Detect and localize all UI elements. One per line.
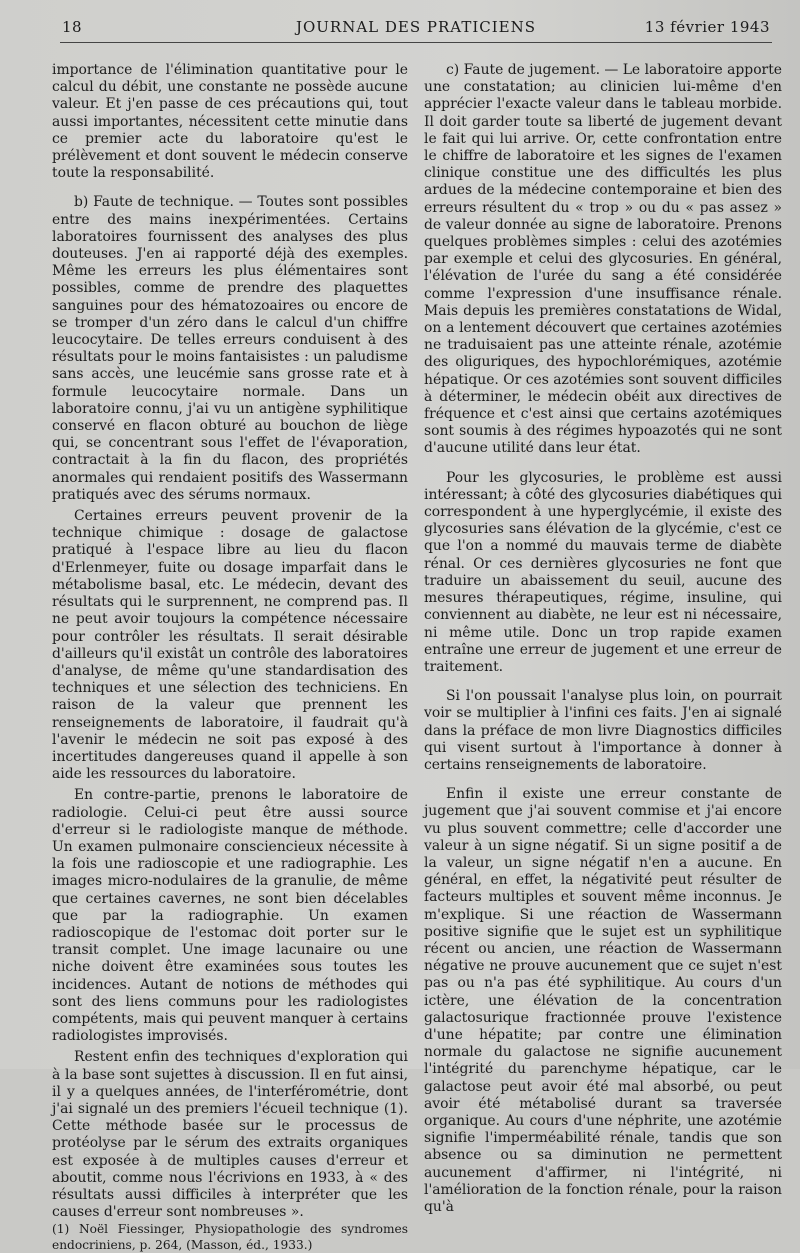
paragraph: Si l'on poussait l'analyse plus loin, on pourrait voir se multiplier à l'infini ces faits. J'en ai signalé dans la préface de mon livre Diagnostics difficiles qui visent surtout à l'importance à donner à certains renseignements de laboratoire. [424, 688, 782, 773]
right-column [424, 62, 782, 1216]
paragraph: En contre-partie, prenons le laboratoire de radiologie. Celui-ci peut être aussi source d'erreur si le radiologiste manque de méthode. Un examen pulmonaire consciencieux nécessite à la fois une radioscopie et une radiographie. Les images micro-nodulaires de la granulie, de même que certaines cavernes, ne sont bien décelables que par la radiographie. Un examen radioscopique de l'estomac doit porter sur le transit complet. Une image lacunaire ou une niche doivent être examinées sous toutes les incidences. Autant de notions de méthodes qui sont des liens communs pour les radiologistes compétents, mais qui peuvent manquer à certains radiologistes improvisés. [52, 787, 408, 1045]
paragraph: Enfin il existe une erreur constante de jugement que j'ai souvent commise et j'ai encore vu plus souvent commettre; celle d'accorder une valeur à un signe négatif. Si un signe positif a de la valeur, un signe négatif n'en a aucune. En général, en effet, la négativité peut résulter de facteurs multiples et souvent même inconnus. Je m'explique. Si une réaction de Wassermann positive signifie que le sujet est un syphilitique récent ou ancien, une réaction de Wassermann négative ne prouve aucunement que ce sujet n'est pas ou n'a pas été syphilitique. Au cours d'un ictère, une élévation de la concentration galactosurique fractionnée prouve l'existence d'une hépatite; par contre une élimination normale du galactose ne signifie aucunement l'intégrité du parenchyme hépatique, car le galactose peut avoir été mal absorbé, ou peut avoir été métabolisé durant sa traversée organique. Au cours d'une néphrite, une azotémie signifie l'imperméabilité rénale, tandis que son absence ou sa diminution ne permettent aucunement d'affirmer, ni l'intégrité, ni l'amélioration de la fonction rénale, pour la raison qu'à [424, 786, 782, 1215]
paragraph: Certaines erreurs peuvent provenir de la technique chimique : dosage de galactose pratiqué à l'espace libre au lieu du flacon d'Erlenmeyer, fuite ou dosage imparfait dans le métabolisme basal, etc. Le médecin, devant des résultats qui le surprennent, ne comprend pas. Il ne peut avoir toujours la compétence nécessaire pour contrôler les résultats. Il serait désirable d'ailleurs qu'il existât un contrôle des laboratoires d'analyse, de même qu'une standardisation des techniques et une sélection des techniciens. En raison de la valeur que prennent les renseignements de laboratoire, il faudrait qu'à l'avenir le médecin ne soit pas exposé à des incertitudes dangereuses quand il appelle à son aide les ressources du laboratoire. [52, 508, 408, 783]
page-header [62, 18, 770, 40]
paragraph: importance de l'élimination quantitative pour le calcul du débit, une constante ne possède aucune valeur. Et j'en passe de ces précautions qui, tout aussi importantes, nécessitent cette minutie dans ce premier acte du laboratoire qu'est le prélèvement et dont souvent le médecin conserve toute la responsabilité. [52, 62, 408, 182]
paragraph: c) Faute de jugement. — Le laboratoire apporte une constatation; au clinicien lui-même d'en apprécier l'exacte valeur dans le tableau morbide. Il doit garder toute sa liberté de jugement devant le fait qui lui arrive. Or, cette confrontation entre le chiffre de laboratoire et les signes de l'examen clinique constitue une des difficultés les plus ardues de la médecine contemporaine et bien des erreurs résultent du « trop » ou du « pas assez » de valeur donnée au signe de laboratoire. Prenons quelques problèmes simples : celui des azotémies par exemple et celui des glycosuries. En général, l'élévation de l'urée du sang a été considérée comme l'expression d'une insuffisance rénale. Mais depuis les premières constatations de Widal, on a lentement découvert que certaines azotémies ne traduisaient pas une atteinte rénale, azotémie des oliguriques, des hypochlorémiques, azotémie hépatique. Or ces azotémies sont souvent difficiles à déterminer, le médecin obéit aux directives de fréquence et c'est ainsi que certains azotémiques sont soumis à des régimes hypoazotés qui ne sont d'aucune utilité dans leur état. [424, 62, 782, 457]
footnote: (1) Noël Fiessinger, Physiopathologie des syndromes endocriniens, p. 264, (Masson, éd., 1933.) [52, 1222, 408, 1253]
paragraph: Restent enfin des techniques d'exploration qui à la base sont sujettes à discussion. Il en fut ainsi, il y a quelques années, de l'interférométrie, dont j'ai signalé un des premiers l'écueil technique (1). Cette méthode basée sur le processus de protéolyse par le sérum des extraits organiques est exposée à de multiples causes d'erreur et aboutit, comme nous l'écrivions en 1933, à « des résultats aussi difficiles à interpréter que les causes d'erreur sont nombreuses ». [52, 1049, 408, 1221]
page-number: 18 [62, 18, 83, 36]
left-column [52, 62, 408, 1253]
journal-title: JOURNAL DES PRATICIENS [295, 18, 537, 36]
paragraph: b) Faute de technique. — Toutes sont possibles entre des mains inexpérimentées. Certains laboratoires fournissent des analyses des plus douteuses. J'en ai rapporté déjà des exemples. Même les erreurs les plus élémentaires sont possibles, comme de prendre des plaquettes sanguines pour des hématozoaires ou encore de se tromper d'un zéro dans le calcul d'un chiffre leucocytaire. De telles erreurs conduisent à des résultats pour le moins fantaisistes : un paludisme sans accès, une leucémie sans grosse rate et à formule leucocytaire normale. Dans un laboratoire connu, j'ai vu un antigène syphilitique conservé en flacon obturé au bouchon de liège qui, se concentrant sous l'effet de l'évaporation, contractait à la fin du flacon, des propriétés anormales qui rendaient positifs des Wassermann pratiqués avec des sérums normaux. [52, 194, 408, 503]
header-rule [60, 42, 772, 43]
issue-date: 13 février 1943 [644, 18, 770, 36]
paragraph: Pour les glycosuries, le problème est aussi intéressant; à côté des glycosuries diabétiques qui correspondent à une hyperglycémie, il existe des glycosuries sans élévation de la glycémie, c'est ce que l'on a nommé du mauvais terme de diabète rénal. Or ces dernières glycosuries ne font que traduire un abaissement du seuil, aucune des mesures thérapeutiques, régime, insuline, qui conviennent au diabète, ne leur est ni nécessaire, ni même utile. Donc un trop rapide examen entraîne une erreur de jugement et une erreur de traitement. [424, 469, 782, 675]
